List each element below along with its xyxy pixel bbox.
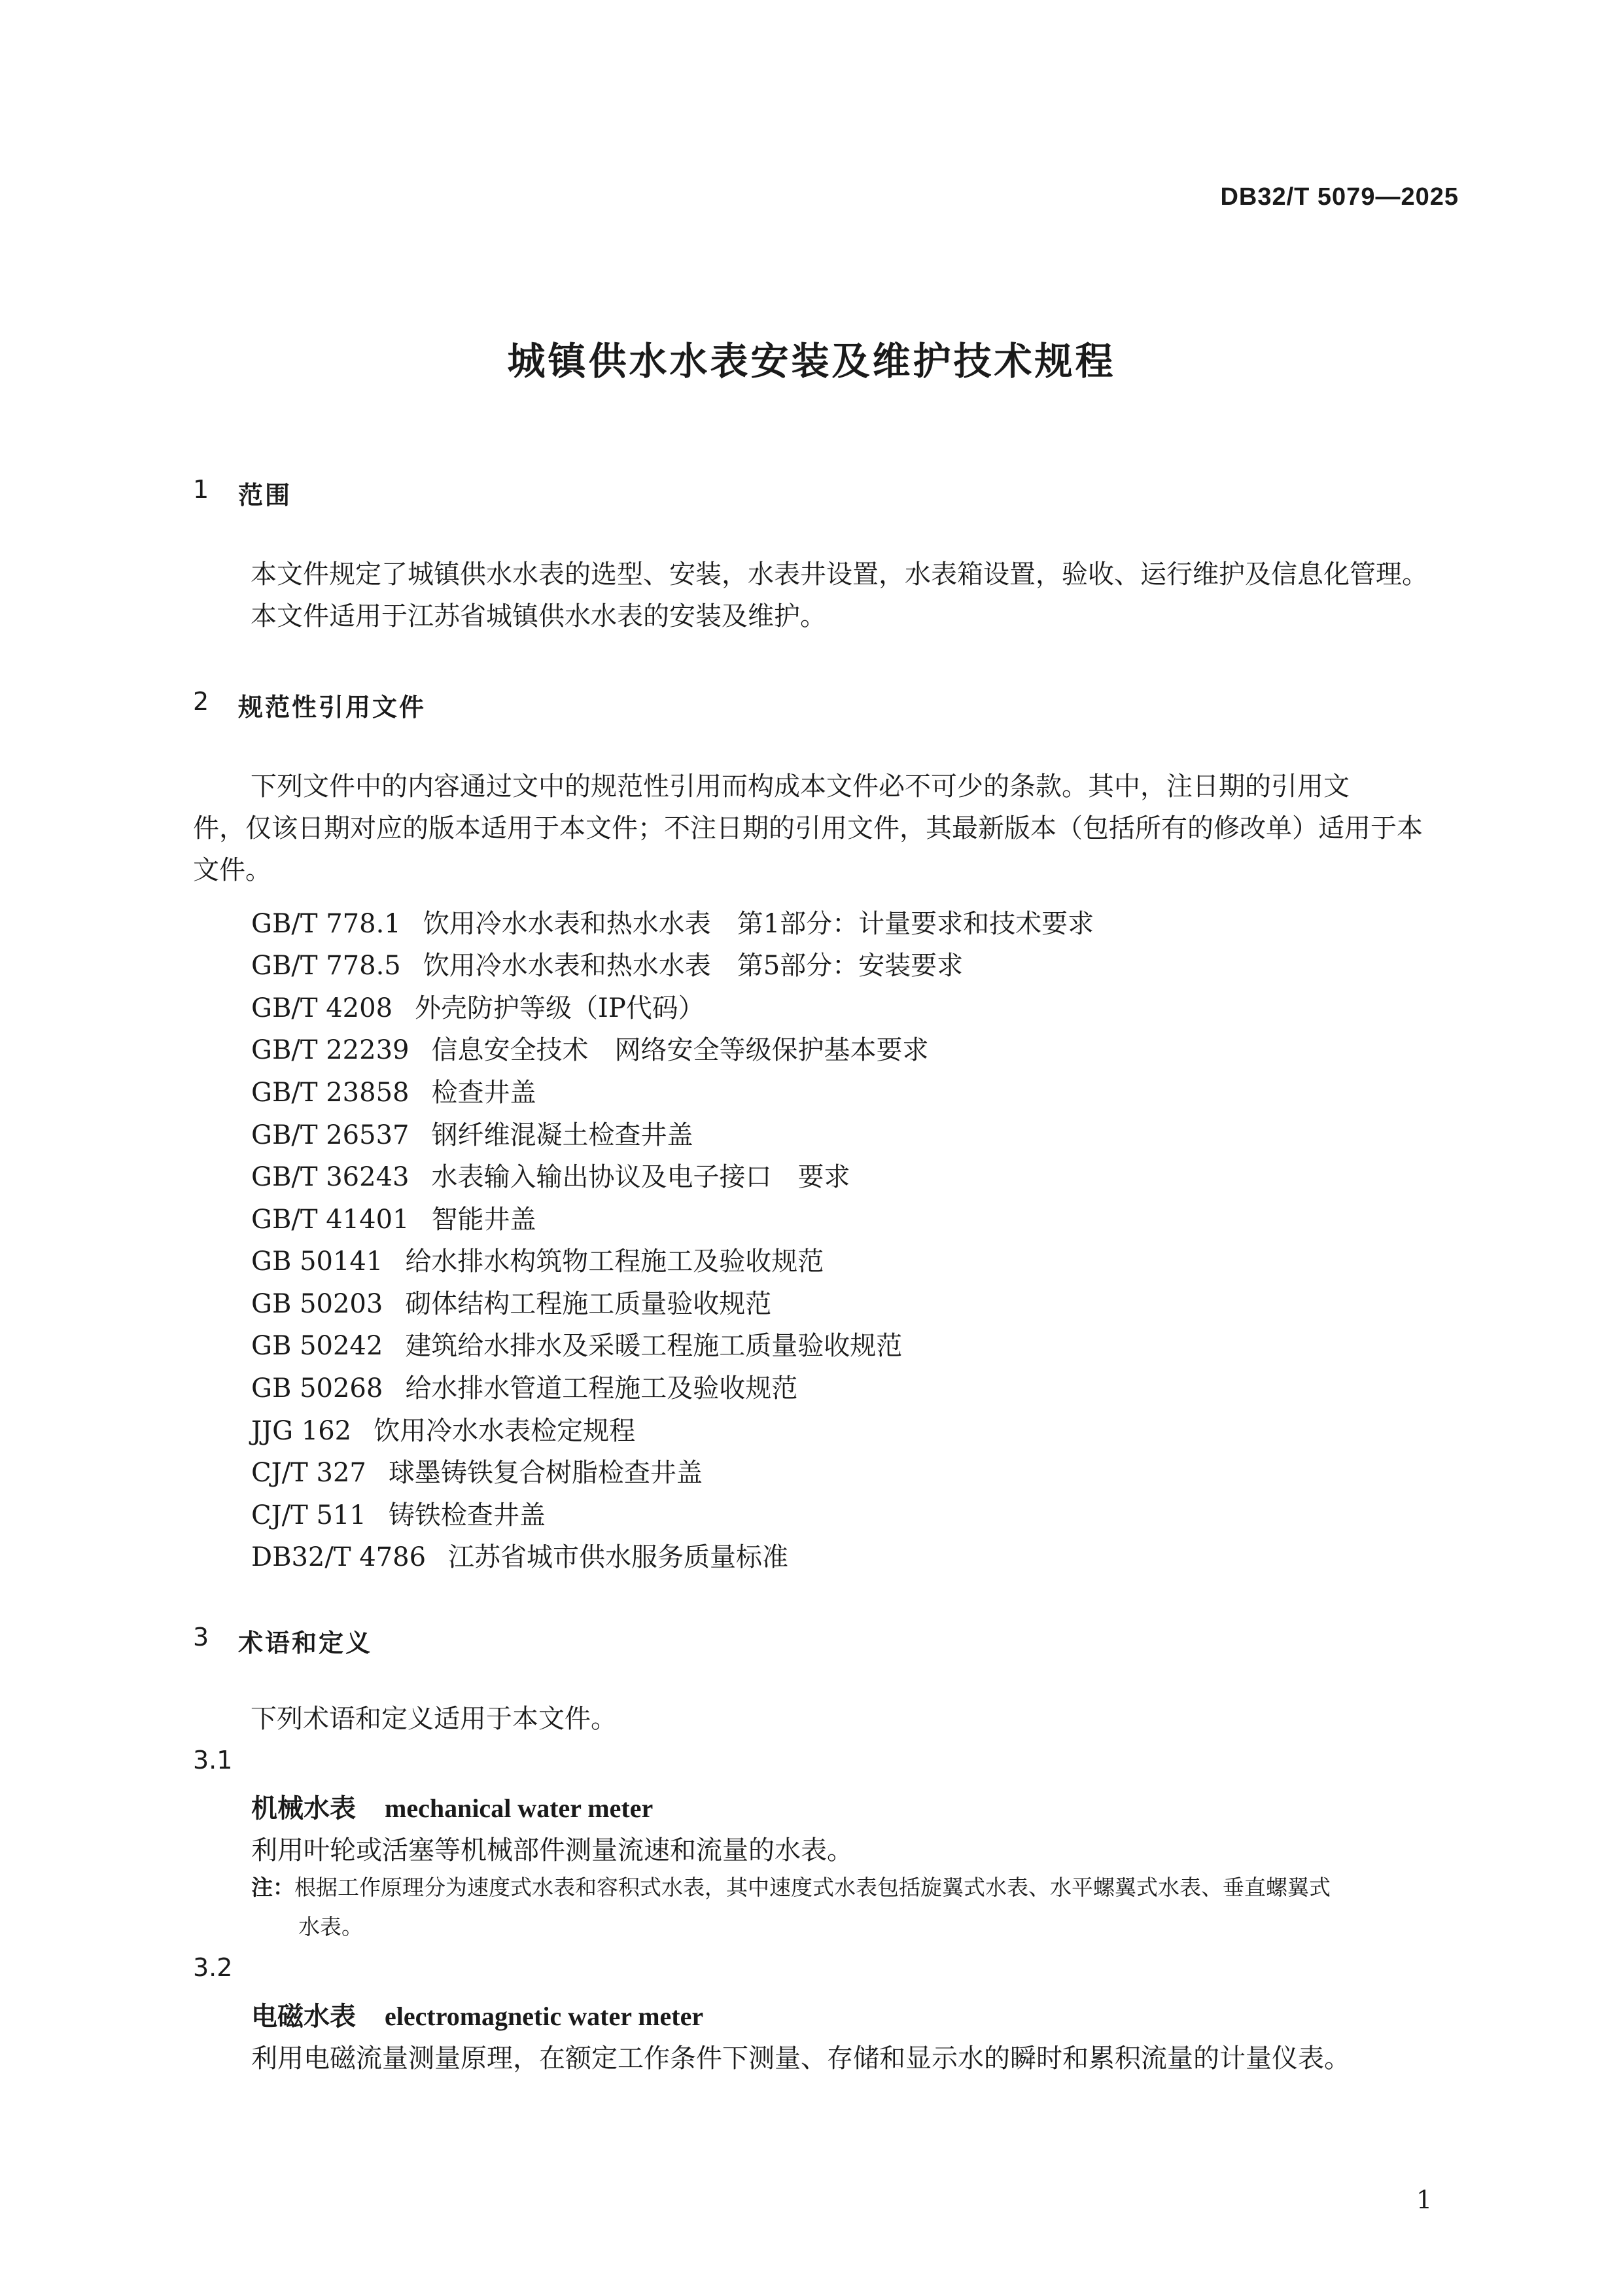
reference-title: 给水排水管道工程施工及验收规范	[405, 1373, 798, 1404]
section-2-intro	[193, 766, 1501, 891]
reference-title: 饮用冷水水表和热水水表 第1部分：计量要求和技术要求	[423, 909, 1094, 939]
reference-code: DB32/T 4786	[251, 1542, 427, 1572]
reference-code: GB 50242	[251, 1331, 383, 1361]
note-line-2: 水表。	[298, 1914, 363, 1939]
reference-item	[251, 1410, 635, 1447]
reference-code: JJG 162	[251, 1416, 352, 1446]
reference-item	[251, 1325, 902, 1362]
reference-item	[251, 987, 705, 1025]
reference-title: 给水排水构筑物工程施工及验收规范	[405, 1246, 824, 1277]
reference-code: GB/T 26537	[251, 1120, 410, 1150]
reference-title: 外壳防护等级（IP代码）	[415, 993, 705, 1023]
section-3-number: 3	[193, 1623, 209, 1651]
reference-code: GB/T 22239	[251, 1035, 410, 1065]
reference-code: GB/T 4208	[251, 993, 393, 1023]
section-3-intro: 下列术语和定义适用于本文件。	[251, 1704, 617, 1734]
intro-line-3: 文件。	[193, 855, 271, 885]
term-heading	[251, 1788, 653, 1825]
reference-code: CJ/T 511	[251, 1500, 366, 1530]
reference-code: GB/T 41401	[251, 1205, 410, 1235]
section-1-paragraph	[193, 554, 1501, 637]
reference-title: 砌体结构工程施工质量验收规范	[405, 1289, 772, 1319]
reference-item	[251, 1283, 771, 1320]
term-chinese: 电磁水表	[251, 2002, 356, 2032]
term-note	[251, 1868, 1461, 1947]
reference-title: 智能井盖	[431, 1205, 536, 1235]
reference-code: GB/T 23858	[251, 1078, 410, 1108]
reference-code: GB/T 778.5	[251, 951, 401, 981]
section-1-title: 范围	[238, 481, 292, 510]
reference-item	[251, 1114, 693, 1152]
section-2-number: 2	[193, 687, 209, 716]
term-english: electromagnetic water meter	[385, 2002, 704, 2031]
reference-title: 检查井盖	[431, 1078, 536, 1108]
reference-title: 铸铁检查井盖	[388, 1500, 546, 1530]
reference-code: GB 50141	[251, 1246, 383, 1277]
reference-title: 建筑给水排水及采暖工程施工质量验收规范	[405, 1331, 903, 1361]
note-line-1: 根据工作原理分为速度式水表和容积式水表，其中速度式水表包括旋翼式水表、水平螺翼式水表、垂直螺翼式	[294, 1875, 1331, 1900]
reference-item	[251, 1156, 850, 1193]
reference-code: GB/T 778.1	[251, 909, 401, 939]
term-chinese: 机械水表	[251, 1793, 356, 1824]
reference-item	[251, 903, 1094, 940]
reference-item	[251, 1536, 788, 1574]
reference-title: 水表输入输出协议及电子接口 要求	[431, 1162, 850, 1192]
term-definition: 利用电磁流量测量原理，在额定工作条件下测量、存储和显示水的瞬时和累积流量的计量仪表。	[251, 2043, 1350, 2074]
reference-item	[251, 945, 963, 982]
clause-number: 3.2	[193, 1953, 233, 1982]
reference-item	[251, 1494, 546, 1532]
page-number: 1	[1416, 2185, 1433, 2214]
term-heading	[251, 1996, 703, 2033]
reference-item	[251, 1241, 824, 1278]
term-english: mechanical water meter	[385, 1793, 654, 1823]
reference-title: 江苏省城市供水服务质量标准	[448, 1542, 789, 1572]
intro-line-2: 件，仅该日期对应的版本适用于本文件；不注日期的引用文件，其最新版本（包括所有的修改单）适用于本	[193, 813, 1423, 843]
reference-item	[251, 1368, 797, 1405]
section-3-title: 术语和定义	[238, 1629, 373, 1657]
reference-code: GB 50203	[251, 1289, 383, 1319]
clause-number: 3.1	[193, 1746, 233, 1775]
reference-item	[251, 1199, 536, 1236]
reference-code: GB/T 36243	[251, 1162, 410, 1192]
scope-paragraph-2: 本文件适用于江苏省城镇供水水表的安装及维护。	[251, 601, 826, 631]
section-1-number: 1	[193, 475, 209, 504]
reference-item	[251, 1029, 928, 1067]
reference-title: 钢纤维混凝土检查井盖	[431, 1120, 693, 1150]
reference-item	[251, 1072, 536, 1109]
reference-item	[251, 1452, 703, 1489]
reference-title: 饮用冷水水表和热水水表 第5部分：安装要求	[423, 951, 964, 981]
reference-title: 饮用冷水水表检定规程	[374, 1416, 636, 1446]
term-definition: 利用叶轮或活塞等机械部件测量流速和流量的水表。	[251, 1835, 853, 1865]
reference-title: 球墨铸铁复合树脂检查井盖	[388, 1458, 703, 1488]
scope-paragraph-1: 本文件规定了城镇供水水表的选型、安装，水表井设置，水表箱设置，验收、运行维护及信息化管理。	[251, 559, 1428, 590]
standard-number: DB32/T 5079—2025	[1220, 183, 1459, 211]
reference-code: CJ/T 327	[251, 1458, 366, 1488]
intro-line-1: 下列文件中的内容通过文中的规范性引用而构成本文件必不可少的条款。其中，注日期的引用文	[251, 771, 1350, 802]
reference-code: GB 50268	[251, 1373, 383, 1404]
section-2-title: 规范性引用文件	[238, 693, 427, 722]
document-title: 城镇供水水表安装及维护技术规程	[507, 339, 1116, 383]
note-label: 注：	[251, 1875, 294, 1900]
reference-title: 信息安全技术 网络安全等级保护基本要求	[431, 1035, 929, 1065]
